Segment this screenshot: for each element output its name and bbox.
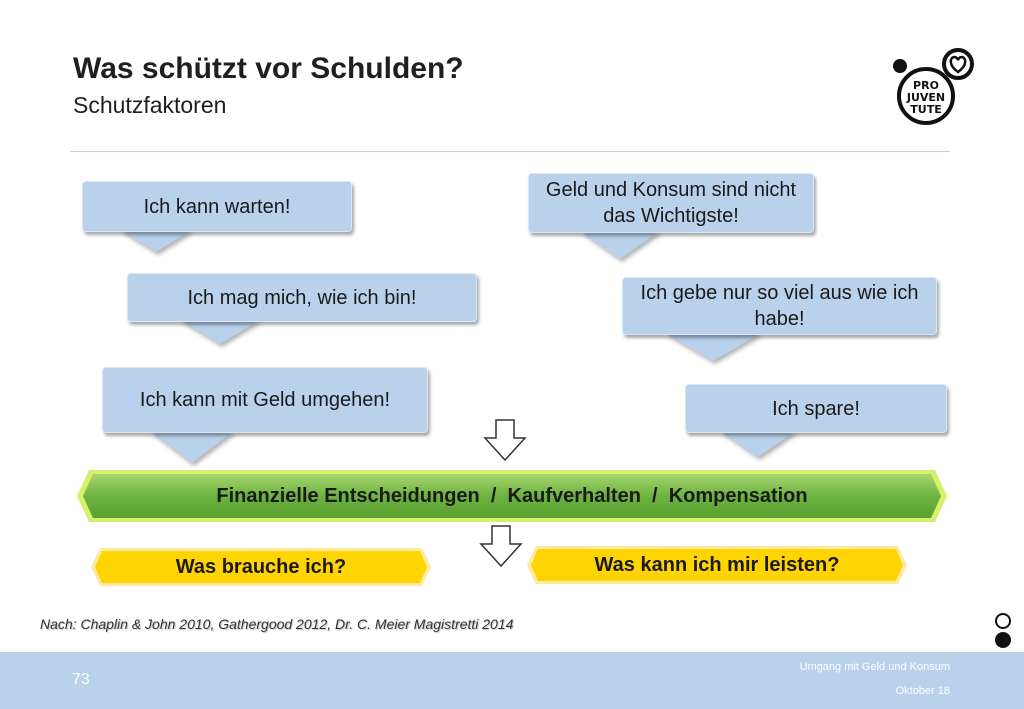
page-number: 73 [72,671,90,688]
main-factor-label: Finanzielle Entscheidungen / Kaufverhalten / Kompensation [216,484,808,507]
decor-circle-filled [995,632,1011,648]
bubble-text-konsum: Geld und Konsum sind nicht das Wichtigste! [545,179,797,227]
footer-topic: Umgang mit Geld und Konsum [799,661,950,673]
bubble-text-geld-umgehen: Ich kann mit Geld umgehen! [139,389,391,411]
bubble-text-spare: Ich spare! [772,397,860,420]
question-text-leisten: Was kann ich mir leisten? [594,553,840,576]
bubble-text-warten: Ich kann warten! [143,195,291,218]
header-divider [70,151,950,152]
speech-bubble-warten [82,181,352,232]
bubble-tail-warten [120,230,192,252]
speech-bubble-konsum [528,173,814,233]
speech-bubble-spare [685,384,947,433]
decor-circle-outline [995,613,1011,629]
bubble-text-gebe: Ich gebe nur so viel aus wie ich habe! [640,282,919,330]
source-citation: Nach: Chaplin & John 2010, Gathergood 2012, Dr. C. Meier Magistretti 2014 [40,616,514,632]
page-subtitle: Schutzfaktoren [73,92,227,118]
bubble-text-mag-mich: Ich mag mich, wie ich bin! [187,286,417,309]
speech-bubble-gebe [622,277,937,335]
bubble-tail-konsum [580,231,660,259]
speech-bubble-mag-mich [127,273,477,322]
pro-juventute-logo [890,46,980,128]
bubble-tail-gebe [665,333,761,361]
speech-bubble-geld-umgehen [102,367,428,433]
svg-text:TUTE: TUTE [910,103,942,116]
footer-date: Oktober 18 [895,685,950,697]
bubble-tail-geld-umgehen [150,431,234,463]
down-arrow-icon [479,524,523,568]
down-arrow-icon [483,418,527,462]
page-title: Was schützt vor Schulden? [73,52,464,85]
svg-text:JUVEN: JUVEN [906,91,946,104]
bubble-tail-spare [720,431,796,457]
bubble-tail-mag-mich [180,320,260,344]
question-text-brauche: Was brauche ich? [175,555,347,578]
svg-text:PRO: PRO [913,79,939,92]
